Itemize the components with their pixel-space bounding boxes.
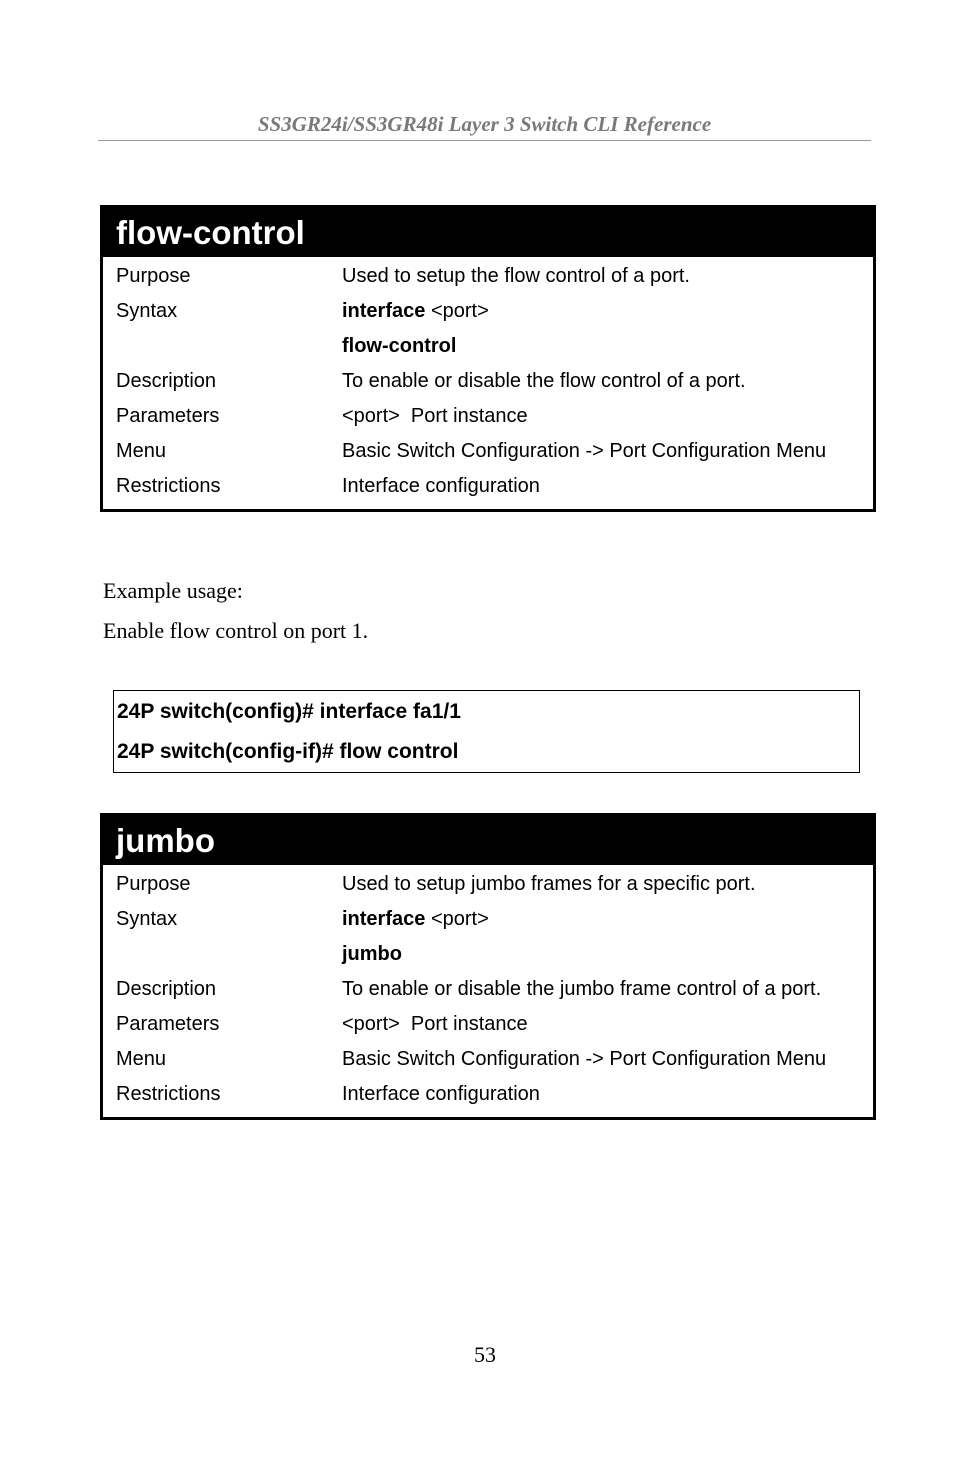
- row-label: Purpose: [116, 265, 191, 287]
- syntax-argument: <port>: [430, 300, 489, 322]
- syntax-argument: <port>: [430, 908, 489, 930]
- row-label: Parameters: [116, 1013, 220, 1035]
- row-value: Basic Switch Configuration -> Port Configuration Menu: [342, 1048, 827, 1070]
- row-value: Interface configuration: [342, 1083, 540, 1105]
- command-title: flow-control: [103, 205, 873, 257]
- parameters-row: [103, 1008, 873, 1043]
- code-line: 24P switch(config)# interface fa1/1: [117, 700, 461, 723]
- purpose-row: [103, 260, 873, 295]
- row-value: Used to setup jumbo frames for a specific port.: [342, 873, 756, 895]
- command-details-table: [103, 260, 873, 505]
- row-label: Description: [116, 370, 217, 392]
- command-details-table: [103, 868, 873, 1113]
- menu-row: [103, 435, 873, 470]
- restrictions-row: [103, 1078, 873, 1113]
- page-number: 53: [474, 1342, 496, 1367]
- example-heading: Example usage:: [103, 578, 243, 603]
- example-description: Enable flow control on port 1.: [103, 618, 369, 643]
- row-value: <port> Port instance: [342, 405, 528, 427]
- syntax-command: jumbo: [342, 943, 402, 965]
- row-label: Parameters: [116, 405, 220, 427]
- row-value: Interface configuration: [342, 475, 540, 497]
- row-label: Purpose: [116, 873, 191, 895]
- command-reference-flow-control: [100, 205, 876, 512]
- row-value: [342, 903, 873, 938]
- row-label: Description: [116, 978, 217, 1000]
- row-label: Restrictions: [116, 475, 221, 497]
- row-value: To enable or disable the jumbo frame control of a port.: [342, 978, 822, 1000]
- description-row: [103, 973, 873, 1008]
- row-value: Basic Switch Configuration -> Port Configuration Menu: [342, 440, 827, 462]
- row-value: [342, 295, 873, 330]
- row-label: Menu: [116, 1048, 167, 1070]
- row-label: Restrictions: [116, 1083, 221, 1105]
- row-value: Used to setup the flow control of a port.: [342, 265, 690, 287]
- row-label-empty: [103, 330, 342, 365]
- command-reference-jumbo: [100, 813, 876, 1120]
- description-row: [103, 365, 873, 400]
- syntax-keyword: interface: [342, 300, 426, 322]
- example-code-block: [113, 690, 860, 773]
- parameters-row: [103, 400, 873, 435]
- running-header: SS3GR24i/SS3GR48i Layer 3 Switch CLI Reference: [257, 112, 712, 136]
- syntax-row: [103, 903, 873, 938]
- row-value: To enable or disable the flow control of a port.: [342, 370, 746, 392]
- row-label: Menu: [116, 440, 167, 462]
- syntax-row: [103, 295, 873, 330]
- code-line: 24P switch(config-if)# flow control: [117, 740, 459, 763]
- restrictions-row: [103, 470, 873, 505]
- row-label: Syntax: [116, 300, 178, 322]
- command-title: jumbo: [103, 813, 873, 865]
- syntax-keyword: interface: [342, 908, 426, 930]
- menu-row: [103, 1043, 873, 1078]
- row-label-empty: [103, 938, 342, 973]
- row-value: <port> Port instance: [342, 1013, 528, 1035]
- syntax-command-row: [103, 938, 873, 973]
- row-label: Syntax: [116, 908, 178, 930]
- purpose-row: [103, 868, 873, 903]
- header-rule: [98, 140, 871, 141]
- syntax-command-row: [103, 330, 873, 365]
- syntax-command: flow-control: [342, 335, 457, 357]
